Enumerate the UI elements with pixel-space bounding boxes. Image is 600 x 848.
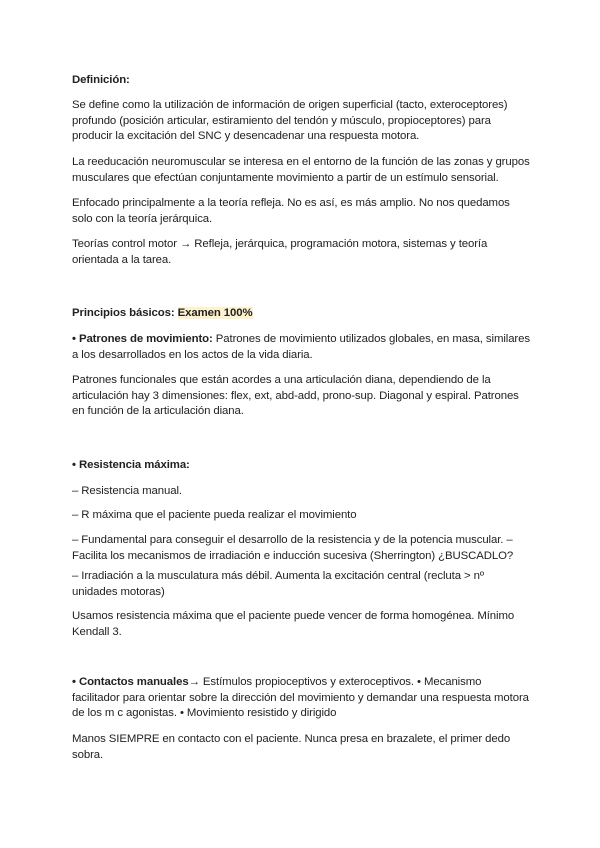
definicion-paragraph-2: La reeducación neuromuscular se interesa en el entorno de la función de las zonas y grupos musculares que efectúan conjuntamente movimiento a partir de un estímulo sensorial. — [72, 156, 530, 184]
resistencia-item-1: – Resistencia manual. — [72, 485, 182, 497]
definicion-paragraph-4: Teorías control motor → Refleja, jerárquica, programación motora, sistemas y teoría orientada a la tarea. — [72, 238, 488, 266]
patrones-text: Patrones de movimiento utilizados globales, en masa, similares a los desarrollados en los actos de la vida diaria. — [72, 333, 530, 361]
resistencia-paragraph: Usamos resistencia máxima que el paciente puede vencer de forma homogénea. Mínimo Kendall 3. — [72, 610, 515, 638]
resistencia-item-3: – Fundamental para conseguir el desarrollo de la resistencia y de la potencia muscular. – Facilita los mecanismos de irradiación e inducción sucesiva (Sherrington) ¿BUSCADLO? — [72, 534, 514, 562]
resistencia-item-4: – Irradiación a la musculatura más débil. Aumenta la excitación central (recluta > nº unidades motoras) — [72, 570, 484, 598]
exam-highlight: Examen 100% — [177, 307, 253, 319]
contactos-paragraph-2: Manos SIEMPRE en contacto con el paciente. Nunca presa en brazalete, el primer dedo sobra. — [72, 733, 511, 761]
principios-heading-label: Principios básicos: — [72, 307, 175, 319]
contactos-text: → Estímulos propioceptivos y exteroceptivos. • Mecanismo facilitador para orientar sobre la dirección del movimiento y demandar una respuesta motora de los m c agonistas. • Movimiento resistido y dirigido — [72, 676, 529, 720]
definicion-paragraph-3: Enfocado principalmente a la teoría refleja. No es así, es más amplio. No nos quedamos solo con la teoría jerárquica. — [72, 197, 510, 225]
definicion-heading: Definición: — [72, 74, 130, 86]
resistencia-heading: • Resistencia máxima: — [72, 459, 190, 471]
resistencia-item-2: – R máxima que el paciente pueda realizar el movimiento — [72, 509, 357, 521]
contactos-paragraph — [72, 675, 532, 722]
patrones-paragraph-2: Patrones funcionales que están acordes a una articulación diana, dependiendo de la articulación hay 3 dimensiones: flex, ext, abd-add, prono-sup. Diagonal y espiral. Patrones en función de la articulación diana. — [72, 374, 519, 418]
contactos-label: • Contactos manuales — [72, 676, 189, 688]
principios-heading — [72, 306, 532, 322]
definicion-paragraph-1: Se define como la utilización de información de origen superficial (tacto, exteroceptores) profundo (posición articular, estiramiento del tendón y músculo, propioceptores) para producir la excitación del SNC y desencadenar una respuesta motora. — [72, 99, 508, 143]
patrones-paragraph — [72, 332, 532, 363]
patrones-label: • Patrones de movimiento: — [72, 333, 213, 345]
